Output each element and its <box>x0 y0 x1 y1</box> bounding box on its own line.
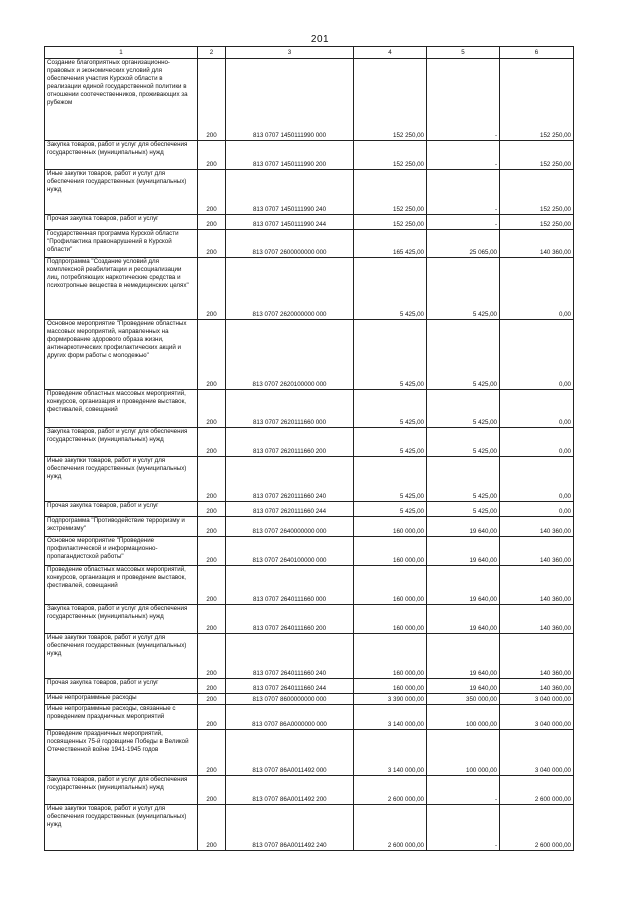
cell-code: 813 0707 2620111660 200 <box>226 428 354 457</box>
table-row <box>45 390 574 428</box>
cell-v5: 19 640,00 <box>427 566 500 605</box>
cell-v4: 165 425,00 <box>354 230 427 258</box>
cell-v5: 19 640,00 <box>427 605 500 634</box>
cell-name: Проведение областных массовых мероприятий, конкурсов, организация и проведение выставок, фестивалей, совещаний <box>45 566 198 605</box>
table-row <box>45 776 574 805</box>
cell-v4: 160 000,00 <box>354 537 427 566</box>
cell-name: Закупка товаров, работ и услуг для обеспечения государственных (муниципальных) нужд <box>45 605 198 634</box>
cell-v5: - <box>427 215 500 230</box>
cell-v6: 152 250,00 <box>500 215 574 230</box>
cell-name: Прочая закупка товаров, работ и услуг <box>45 679 198 694</box>
cell-code: 813 0707 2640111660 200 <box>226 605 354 634</box>
cell-v6: 3 040 000,00 <box>500 730 574 776</box>
cell-v6: 152 250,00 <box>500 141 574 170</box>
cell-v5: 5 425,00 <box>427 390 500 428</box>
table-row <box>45 457 574 502</box>
cell-gr: 200 <box>198 517 226 537</box>
cell-v4: 5 425,00 <box>354 258 427 320</box>
header-cell: 4 <box>354 47 427 59</box>
cell-v4: 2 600 000,00 <box>354 776 427 805</box>
cell-name: Основное мероприятие "Проведение профилактической и информационно-пропагандистской работы" <box>45 537 198 566</box>
cell-v5: 5 425,00 <box>427 457 500 502</box>
cell-name: Иные непрограммные расходы <box>45 694 198 705</box>
cell-v4: 160 000,00 <box>354 566 427 605</box>
cell-name: Иные закупки товаров, работ и услуг для обеспечения государственных (муниципальных) нужд <box>45 634 198 679</box>
cell-gr: 200 <box>198 428 226 457</box>
cell-gr: 200 <box>198 502 226 517</box>
cell-code: 813 0707 1450111990 240 <box>226 170 354 215</box>
cell-code: 813 0707 86А0011492 200 <box>226 776 354 805</box>
table-row <box>45 730 574 776</box>
table-row <box>45 517 574 537</box>
cell-gr: 200 <box>198 170 226 215</box>
cell-gr: 200 <box>198 805 226 851</box>
table-row <box>45 605 574 634</box>
cell-v5: 19 640,00 <box>427 679 500 694</box>
cell-code: 813 0707 1450111990 000 <box>226 59 354 141</box>
cell-v6: 140 360,00 <box>500 537 574 566</box>
cell-code: 813 0707 2640000000 000 <box>226 517 354 537</box>
cell-v5: 350 000,00 <box>427 694 500 705</box>
cell-v4: 5 425,00 <box>354 502 427 517</box>
cell-name: Закупка товаров, работ и услуг для обеспечения государственных (муниципальных) нужд <box>45 776 198 805</box>
cell-gr: 200 <box>198 679 226 694</box>
cell-v6: 140 360,00 <box>500 517 574 537</box>
cell-name: Закупка товаров, работ и услуг для обеспечения государственных (муниципальных) нужд <box>45 141 198 170</box>
cell-v4: 152 250,00 <box>354 215 427 230</box>
cell-v6: 140 360,00 <box>500 230 574 258</box>
cell-v6: 0,00 <box>500 502 574 517</box>
cell-v4: 3 140 000,00 <box>354 730 427 776</box>
cell-gr: 200 <box>198 634 226 679</box>
cell-v6: 140 360,00 <box>500 566 574 605</box>
cell-v4: 160 000,00 <box>354 634 427 679</box>
cell-gr: 200 <box>198 566 226 605</box>
cell-code: 813 0707 86А0011492 000 <box>226 730 354 776</box>
cell-gr: 200 <box>198 776 226 805</box>
cell-name: Подпрограмма "Противодействие терроризму и экстремизму" <box>45 517 198 537</box>
cell-v6: 0,00 <box>500 258 574 320</box>
cell-gr: 200 <box>198 605 226 634</box>
cell-v4: 152 250,00 <box>354 141 427 170</box>
cell-v4: 160 000,00 <box>354 605 427 634</box>
cell-name: Иные закупки товаров, работ и услуг для обеспечения государственных (муниципальных) нужд <box>45 457 198 502</box>
cell-v6: 140 360,00 <box>500 605 574 634</box>
cell-gr: 200 <box>198 537 226 566</box>
cell-v4: 3 390 000,00 <box>354 694 427 705</box>
cell-v4: 5 425,00 <box>354 428 427 457</box>
cell-code: 813 0707 2640111660 000 <box>226 566 354 605</box>
cell-v5: 19 640,00 <box>427 517 500 537</box>
table-row <box>45 537 574 566</box>
cell-gr: 200 <box>198 705 226 730</box>
header-cell: 3 <box>226 47 354 59</box>
cell-v6: 2 600 000,00 <box>500 805 574 851</box>
cell-v4: 5 425,00 <box>354 457 427 502</box>
header-cell: 2 <box>198 47 226 59</box>
cell-code: 813 0707 86А0011492 240 <box>226 805 354 851</box>
table-row <box>45 705 574 730</box>
cell-v5: 100 000,00 <box>427 730 500 776</box>
page-number: 201 <box>310 34 330 45</box>
cell-v5: 19 640,00 <box>427 537 500 566</box>
cell-code: 813 0707 1450111990 200 <box>226 141 354 170</box>
cell-gr: 200 <box>198 59 226 141</box>
table-row <box>45 805 574 851</box>
cell-gr: 200 <box>198 215 226 230</box>
cell-name: Иные закупки товаров, работ и услуг для обеспечения государственных (муниципальных) нужд <box>45 170 198 215</box>
budget-table <box>44 46 574 851</box>
header-cell: 1 <box>45 47 198 59</box>
cell-code: 813 0707 2620000000 000 <box>226 258 354 320</box>
cell-v5: - <box>427 59 500 141</box>
header-cell: 6 <box>500 47 574 59</box>
cell-name: Подпрограмма "Создание условий для комплексной реабилитации и ресоциализации лиц, потребляющих наркотические средства и психотропные вещества в немедицинских целях" <box>45 258 198 320</box>
table-row <box>45 215 574 230</box>
table-row <box>45 694 574 705</box>
cell-v6: 152 250,00 <box>500 59 574 141</box>
cell-v5: 25 065,00 <box>427 230 500 258</box>
cell-v5: 100 000,00 <box>427 705 500 730</box>
cell-v5: - <box>427 141 500 170</box>
cell-v5: 5 425,00 <box>427 428 500 457</box>
cell-name: Закупка товаров, работ и услуг для обеспечения государственных (муниципальных) нужд <box>45 428 198 457</box>
cell-v5: 5 425,00 <box>427 502 500 517</box>
cell-code: 813 0707 8600000000 000 <box>226 694 354 705</box>
table-row <box>45 502 574 517</box>
table-row <box>45 258 574 320</box>
cell-v6: 0,00 <box>500 457 574 502</box>
cell-v4: 152 250,00 <box>354 59 427 141</box>
cell-code: 813 0707 2620100000 000 <box>226 320 354 390</box>
cell-name: Создание благоприятных организационно-правовых и экономических условий для обеспечения участия Курской области в реализации единой государственной политики в отношении соотечественников, проживающих за рубежом <box>45 59 198 141</box>
cell-name: Иные закупки товаров, работ и услуг для обеспечения государственных (муниципальных) нужд <box>45 805 198 851</box>
cell-v4: 160 000,00 <box>354 679 427 694</box>
cell-v6: 3 040 000,00 <box>500 705 574 730</box>
cell-v4: 5 425,00 <box>354 320 427 390</box>
cell-v4: 152 250,00 <box>354 170 427 215</box>
cell-v6: 0,00 <box>500 390 574 428</box>
cell-gr: 200 <box>198 141 226 170</box>
cell-code: 813 0707 2600000000 000 <box>226 230 354 258</box>
cell-gr: 200 <box>198 457 226 502</box>
cell-v6: 3 040 000,00 <box>500 694 574 705</box>
cell-name: Основное мероприятие "Проведение областных массовых мероприятий, направленных на формирование здорового образа жизни, антинаркотических профилактических акций и других форм работы с молодежью" <box>45 320 198 390</box>
table-row <box>45 634 574 679</box>
cell-code: 813 0707 2620111660 000 <box>226 390 354 428</box>
header-row <box>45 47 574 59</box>
cell-name: Государственная программа Курской области "Профилактика правонарушений в Курской области" <box>45 230 198 258</box>
table-row <box>45 170 574 215</box>
cell-gr: 200 <box>198 694 226 705</box>
table-row <box>45 320 574 390</box>
cell-gr: 200 <box>198 390 226 428</box>
cell-v6: 152 250,00 <box>500 170 574 215</box>
cell-gr: 200 <box>198 230 226 258</box>
table-row <box>45 230 574 258</box>
cell-v5: 5 425,00 <box>427 258 500 320</box>
cell-name: Прочая закупка товаров, работ и услуг <box>45 502 198 517</box>
table-row <box>45 566 574 605</box>
cell-v6: 2 600 000,00 <box>500 776 574 805</box>
cell-code: 813 0707 2640111660 240 <box>226 634 354 679</box>
header-cell: 5 <box>427 47 500 59</box>
cell-code: 813 0707 2620111660 244 <box>226 502 354 517</box>
cell-v4: 160 000,00 <box>354 517 427 537</box>
table-row <box>45 679 574 694</box>
cell-gr: 200 <box>198 258 226 320</box>
cell-v4: 5 425,00 <box>354 390 427 428</box>
cell-code: 813 0707 2620111660 240 <box>226 457 354 502</box>
cell-v5: 5 425,00 <box>427 320 500 390</box>
table-row <box>45 428 574 457</box>
cell-code: 813 0707 2640111660 244 <box>226 679 354 694</box>
cell-name: Прочая закупка товаров, работ и услуг <box>45 215 198 230</box>
cell-v4: 2 600 000,00 <box>354 805 427 851</box>
cell-name: Проведение областных массовых мероприятий, конкурсов, организация и проведение выставок, фестивалей, совещаний <box>45 390 198 428</box>
cell-gr: 200 <box>198 320 226 390</box>
cell-v6: 0,00 <box>500 320 574 390</box>
cell-code: 813 0707 2640100000 000 <box>226 537 354 566</box>
cell-name: Проведение праздничных мероприятий, посвященных 75-й годовщине Победы в Великой Отечественной войне 1941-1945 годов <box>45 730 198 776</box>
cell-v6: 140 360,00 <box>500 679 574 694</box>
cell-v6: 0,00 <box>500 428 574 457</box>
cell-v5: 19 640,00 <box>427 634 500 679</box>
cell-v5: - <box>427 805 500 851</box>
cell-code: 813 0707 86А0000000 000 <box>226 705 354 730</box>
cell-v6: 140 360,00 <box>500 634 574 679</box>
cell-code: 813 0707 1450111990 244 <box>226 215 354 230</box>
cell-v4: 3 140 000,00 <box>354 705 427 730</box>
cell-v5: - <box>427 776 500 805</box>
cell-name: Иные непрограммные расходы, связанные с проведением праздничных мероприятий <box>45 705 198 730</box>
table-row <box>45 59 574 141</box>
cell-gr: 200 <box>198 730 226 776</box>
table-row <box>45 141 574 170</box>
cell-v5: - <box>427 170 500 215</box>
